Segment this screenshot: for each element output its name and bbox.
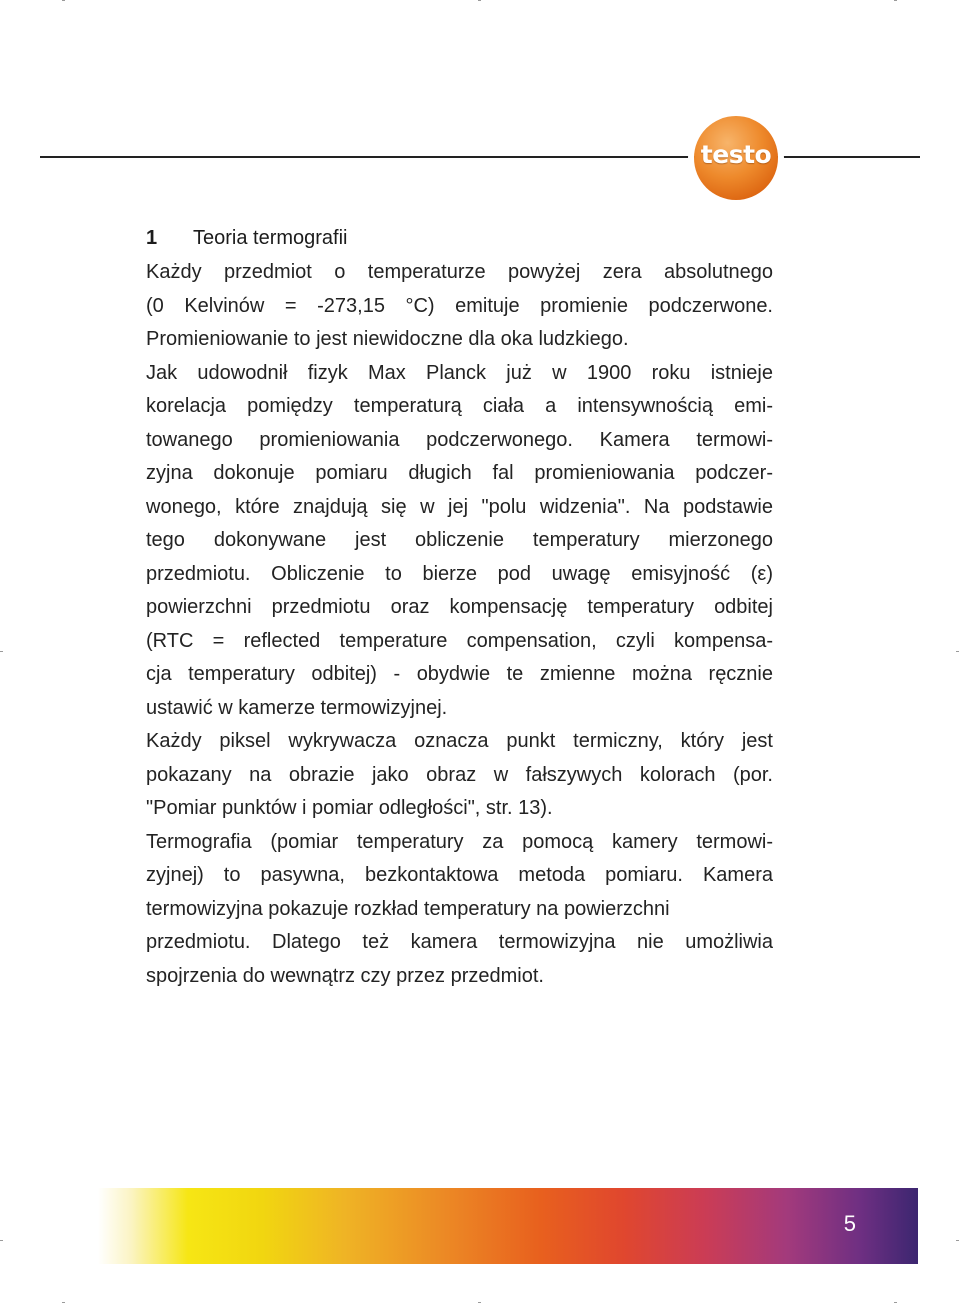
crop-mark: [894, 0, 897, 1]
text-line: tego dokonywane jest obliczenie temperatury mierzonego: [146, 529, 773, 551]
text-line: pokazany na obrazie jako obraz w fałszywych kolorach (por.: [146, 763, 773, 786]
crop-mark: [894, 1302, 897, 1303]
section-number: 1: [146, 227, 158, 249]
text-line: Każdy przedmiot o temperaturze powyżej zera absolutnego: [146, 261, 773, 283]
section-heading: [146, 227, 348, 250]
text-line: zyjnej) to pasywna, bezkontaktowa metoda pomiaru. Kamera: [146, 864, 773, 886]
text-line: towanego promieniowania podczerwonego. Kamera termowi-: [146, 428, 773, 451]
testo-logo: [694, 116, 778, 200]
crop-mark: [956, 1240, 959, 1241]
text-line: zyjna dokonuje pomiaru długich fal promieniowania podczer-: [146, 462, 773, 484]
crop-mark: [956, 651, 959, 652]
text-line: Termografia (pomiar temperatury za pomocą kamery termowi-: [146, 830, 773, 853]
crop-mark: [0, 1240, 3, 1241]
logo-text: testo: [700, 140, 772, 169]
text-line: korelacja pomiędzy temperaturą ciała a intensywnością emi-: [146, 395, 773, 417]
text-line: przedmiotu. Obliczenie to bierze pod uwagę emisyjność (ε): [146, 562, 773, 585]
text-line: "Pomiar punktów i pomiar odległości", str. 13).: [146, 797, 553, 819]
text-line: spojrzenia do wewnątrz czy przez przedmiot.: [146, 964, 544, 987]
crop-mark: [62, 1302, 65, 1303]
text-line: termowizyjna pokazuje rozkład temperatury na powierzchni: [146, 897, 670, 920]
text-line: Jak udowodnił fizyk Max Planck już w 1900 roku istnieje: [146, 361, 773, 384]
text-line: ustawić w kamerze termowizyjnej.: [146, 696, 448, 719]
text-line: (0 Kelvinów = -273,15 °C) emituje promienie podczerwone.: [146, 294, 773, 317]
text-line: Każdy piksel wykrywacza oznacza punkt termiczny, który jest: [146, 730, 773, 752]
text-line: cja temperatury odbitej) - obydwie te zmienne można ręcznie: [146, 663, 773, 685]
crop-mark: [478, 1302, 481, 1303]
text-line: (RTC = reflected temperature compensation, czyli kompensa-: [146, 629, 773, 652]
section-title: Teoria termografii: [193, 227, 348, 249]
text-line: wonego, które znajdują się w jej "polu widzenia". Na podstawie: [146, 495, 773, 518]
crop-mark: [0, 651, 3, 652]
page-number: 5: [843, 1211, 856, 1236]
text-line: powierzchni przedmiotu oraz kompensację temperatury odbitej: [146, 596, 773, 618]
footer-gradient-bar: [98, 1188, 918, 1264]
body-text: [146, 256, 773, 993]
header-rule: [40, 156, 920, 158]
crop-mark: [478, 0, 481, 1]
crop-mark: [62, 0, 65, 1]
text-line: Promieniowanie to jest niewidoczne dla oka ludzkiego.: [146, 328, 629, 350]
text-line: przedmiotu. Dlatego też kamera termowizyjna nie umożliwia: [146, 931, 773, 953]
